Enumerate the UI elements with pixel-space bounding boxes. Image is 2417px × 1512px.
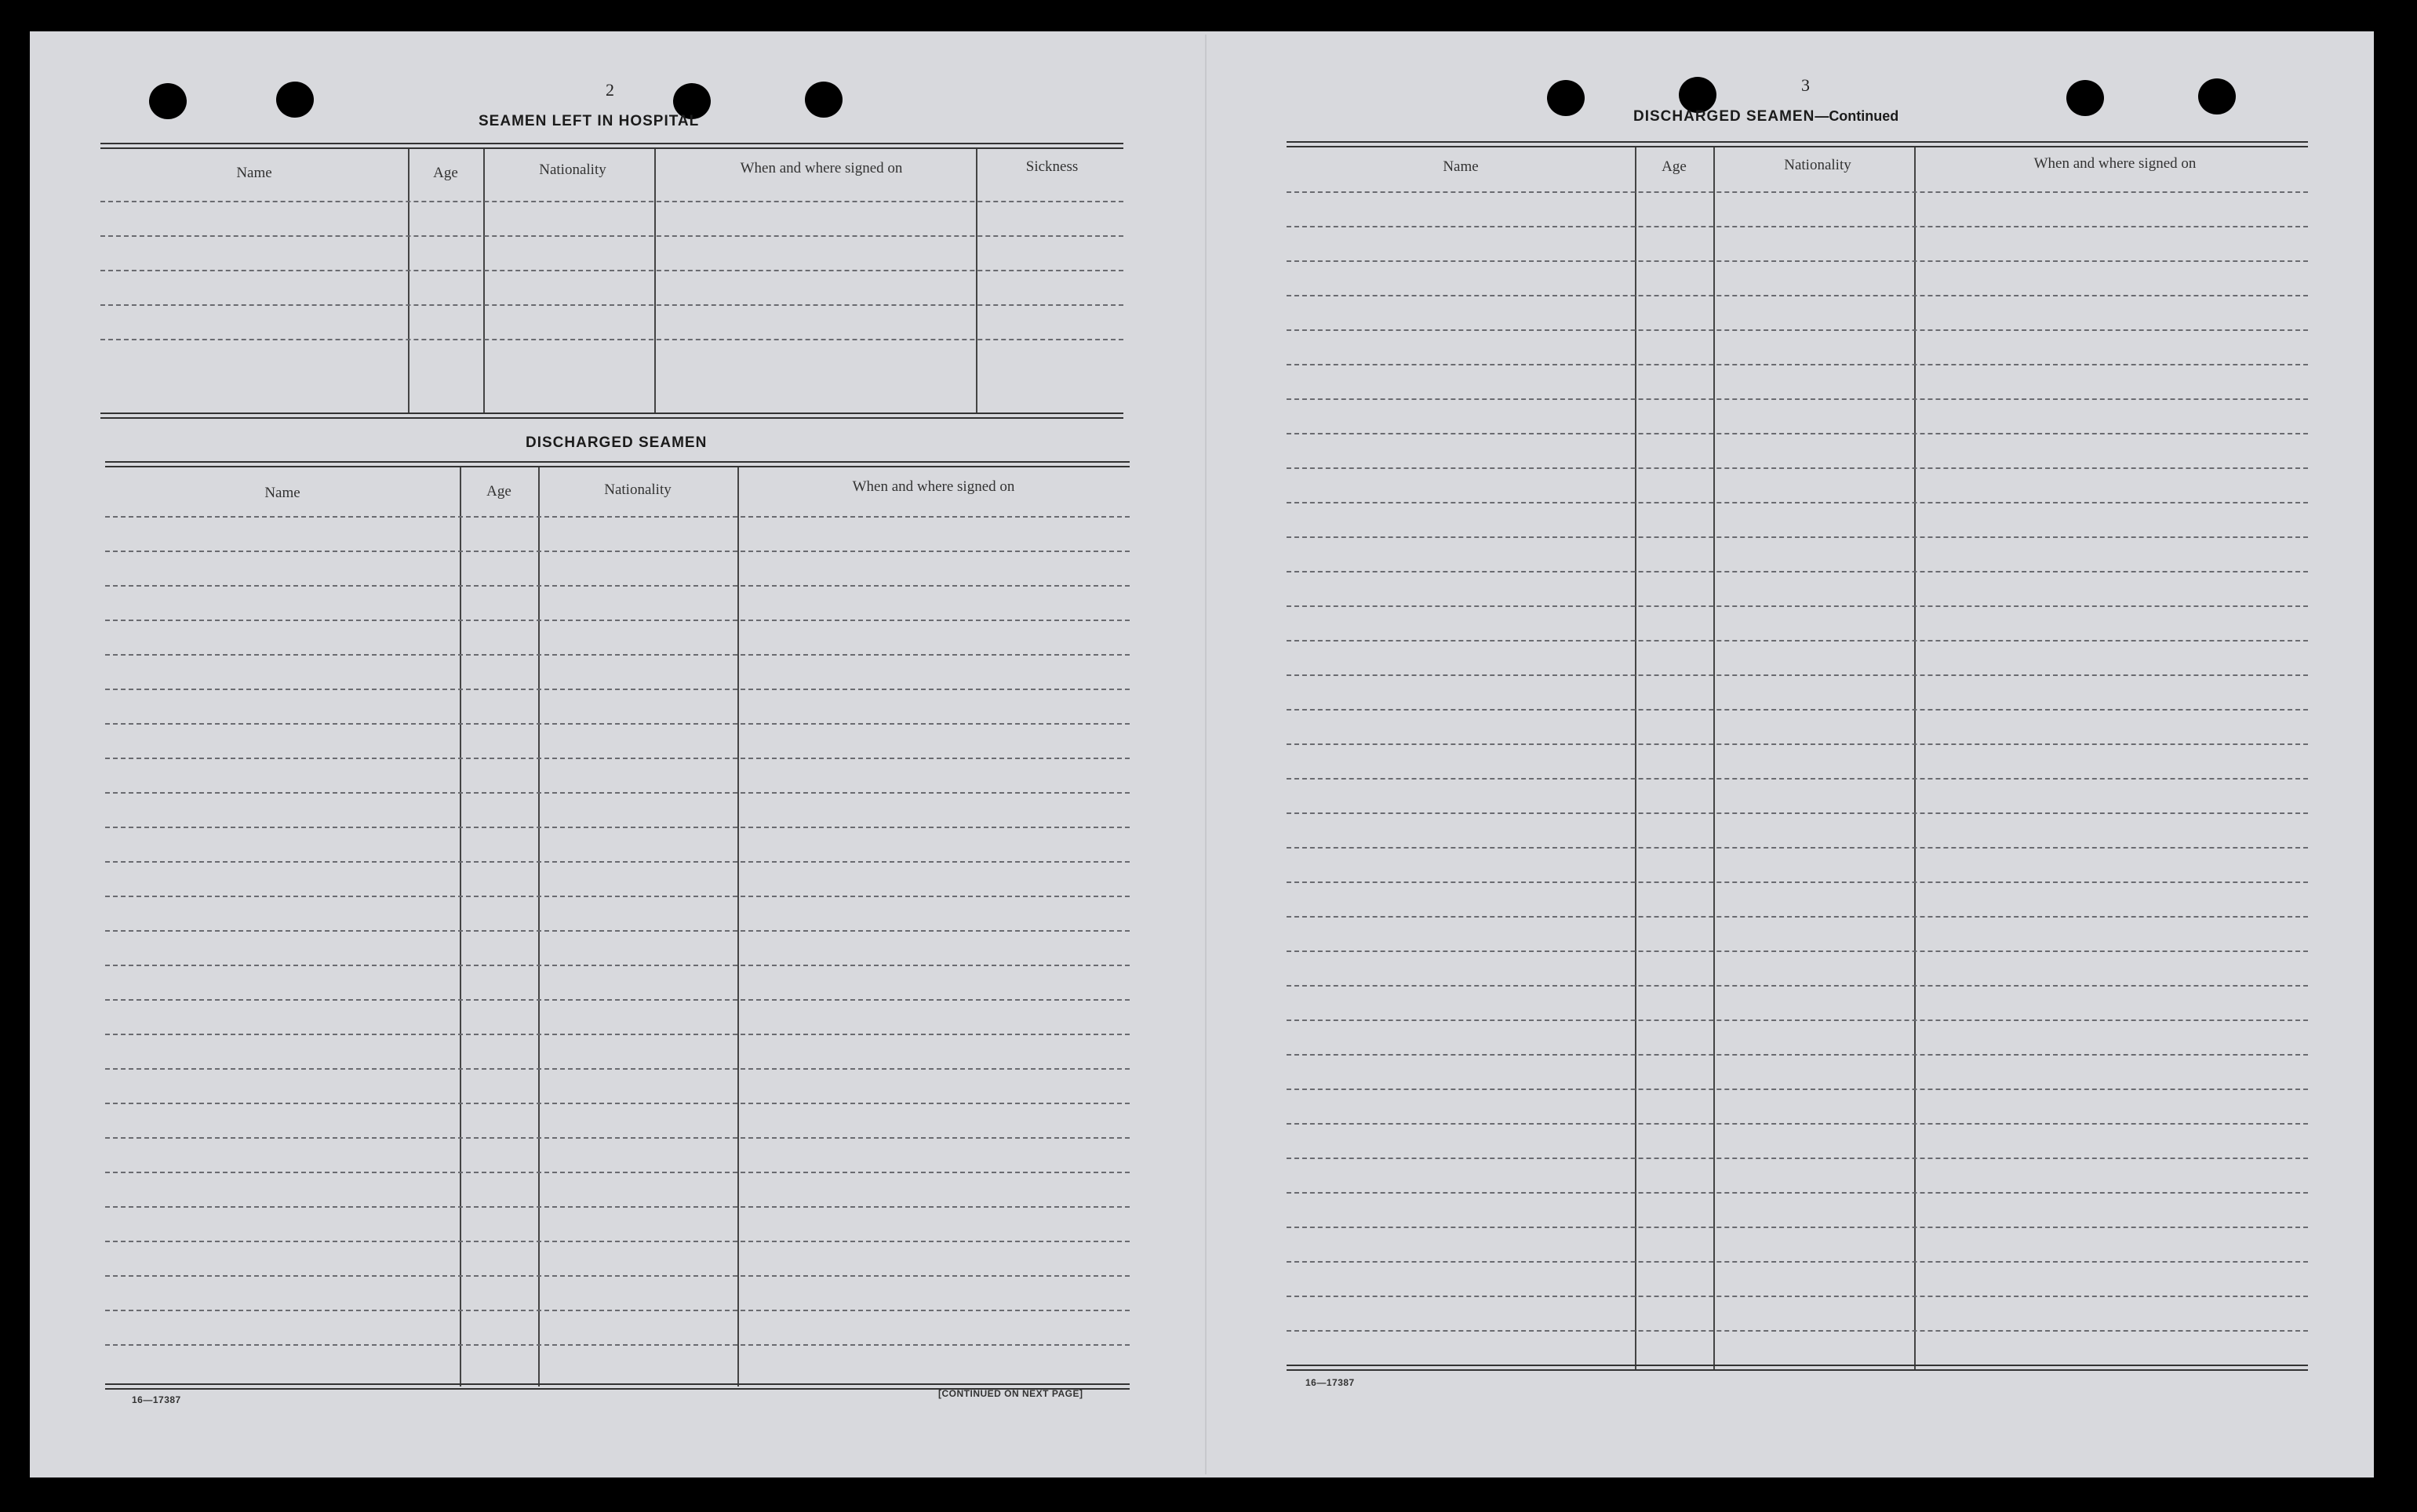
table-row	[100, 339, 1123, 340]
table-row	[105, 1068, 1130, 1070]
table-row	[105, 1344, 1130, 1346]
column-header-nationality: Nationality	[539, 162, 606, 178]
table-row	[1287, 1330, 2308, 1332]
table-row	[105, 827, 1130, 828]
table-row	[1287, 226, 2308, 227]
table-row	[1287, 1261, 2308, 1263]
table-row	[105, 792, 1130, 794]
column-header-signed-on: When and where signed on	[740, 160, 903, 176]
table-row	[100, 235, 1123, 237]
table-row	[1287, 1192, 2308, 1194]
table-row	[1287, 709, 2308, 711]
punch-hole	[2198, 78, 2236, 114]
table-row	[105, 1241, 1130, 1242]
table-row	[1287, 1054, 2308, 1056]
punch-hole	[2066, 80, 2104, 116]
page-number-left: 2	[606, 80, 614, 100]
column-header-age: Age	[433, 165, 458, 181]
section-title-hospital: SEAMEN LEFT IN HOSPITAL	[479, 113, 700, 129]
table-row	[1287, 812, 2308, 814]
table-row	[105, 689, 1130, 690]
table-row	[105, 965, 1130, 966]
column-header-nationality: Nationality	[604, 482, 672, 498]
table-row	[1287, 295, 2308, 296]
table-row	[105, 758, 1130, 759]
section-title-suffix: —Continued	[1815, 108, 1899, 124]
table-row	[105, 551, 1130, 552]
table-row	[105, 1206, 1130, 1208]
table-row	[105, 1103, 1130, 1104]
table-row	[1287, 191, 2308, 193]
column-header-age: Age	[1662, 158, 1687, 175]
form-number-left: 16—17387	[132, 1394, 181, 1405]
column-header-name: Name	[1443, 158, 1479, 175]
punch-hole	[276, 82, 314, 118]
table-row	[100, 201, 1123, 202]
table-row	[1287, 433, 2308, 434]
column-header-name: Name	[236, 165, 272, 181]
table-row	[1287, 571, 2308, 572]
table-row	[1287, 950, 2308, 952]
table-row	[1287, 467, 2308, 469]
table-row	[1287, 640, 2308, 642]
table-row	[1287, 329, 2308, 331]
table-row	[105, 896, 1130, 897]
table-row	[1287, 1158, 2308, 1159]
table-row	[1287, 605, 2308, 607]
table-row	[1287, 1227, 2308, 1228]
table-row	[105, 620, 1130, 621]
table-row	[1287, 398, 2308, 400]
table-row	[105, 516, 1130, 518]
hospital-table	[100, 143, 1123, 417]
table-row	[105, 723, 1130, 725]
section-title-discharged-continued	[1633, 108, 1898, 125]
table-row	[105, 1310, 1130, 1311]
column-header-signed-on: When and where signed on	[2033, 155, 2197, 172]
column-header-sickness: Sickness	[1025, 158, 1079, 175]
table-row	[105, 585, 1130, 587]
punch-hole	[805, 82, 843, 118]
table-row	[1287, 536, 2308, 538]
table-row	[105, 999, 1130, 1001]
page-fold	[1205, 35, 1207, 1474]
continued-on-next-page-note: [CONTINUED ON NEXT PAGE]	[938, 1388, 1083, 1399]
table-row	[105, 654, 1130, 656]
table-row	[1287, 502, 2308, 503]
table-row	[100, 270, 1123, 271]
table-row	[105, 1275, 1130, 1277]
discharged-table	[105, 461, 1130, 1387]
column-header-nationality: Nationality	[1784, 157, 1851, 173]
column-header-age: Age	[486, 483, 511, 500]
discharged-continued-table	[1287, 141, 2308, 1372]
table-row	[105, 861, 1130, 863]
table-row	[1287, 778, 2308, 780]
page-number-right: 3	[1801, 75, 1810, 95]
table-row	[100, 304, 1123, 306]
table-row	[1287, 985, 2308, 987]
table-row	[1287, 847, 2308, 849]
table-row	[1287, 1296, 2308, 1297]
table-row	[1287, 1089, 2308, 1090]
section-title-discharged: DISCHARGED SEAMEN	[526, 434, 708, 451]
section-title-main: DISCHARGED SEAMEN	[1633, 108, 1815, 125]
form-number-right: 16—17387	[1305, 1377, 1355, 1388]
column-header-signed-on: When and where signed on	[852, 478, 1015, 495]
table-row	[105, 1137, 1130, 1139]
table-row	[1287, 743, 2308, 745]
punch-hole	[1547, 80, 1585, 116]
table-row	[105, 930, 1130, 932]
table-row	[105, 1034, 1130, 1035]
table-row	[1287, 881, 2308, 883]
table-row	[1287, 1020, 2308, 1021]
table-row	[1287, 674, 2308, 676]
table-row	[1287, 260, 2308, 262]
table-row	[105, 1172, 1130, 1173]
table-row	[1287, 1123, 2308, 1125]
table-row	[1287, 916, 2308, 918]
punch-hole	[149, 83, 187, 119]
table-row	[1287, 364, 2308, 365]
column-header-name: Name	[264, 485, 300, 501]
